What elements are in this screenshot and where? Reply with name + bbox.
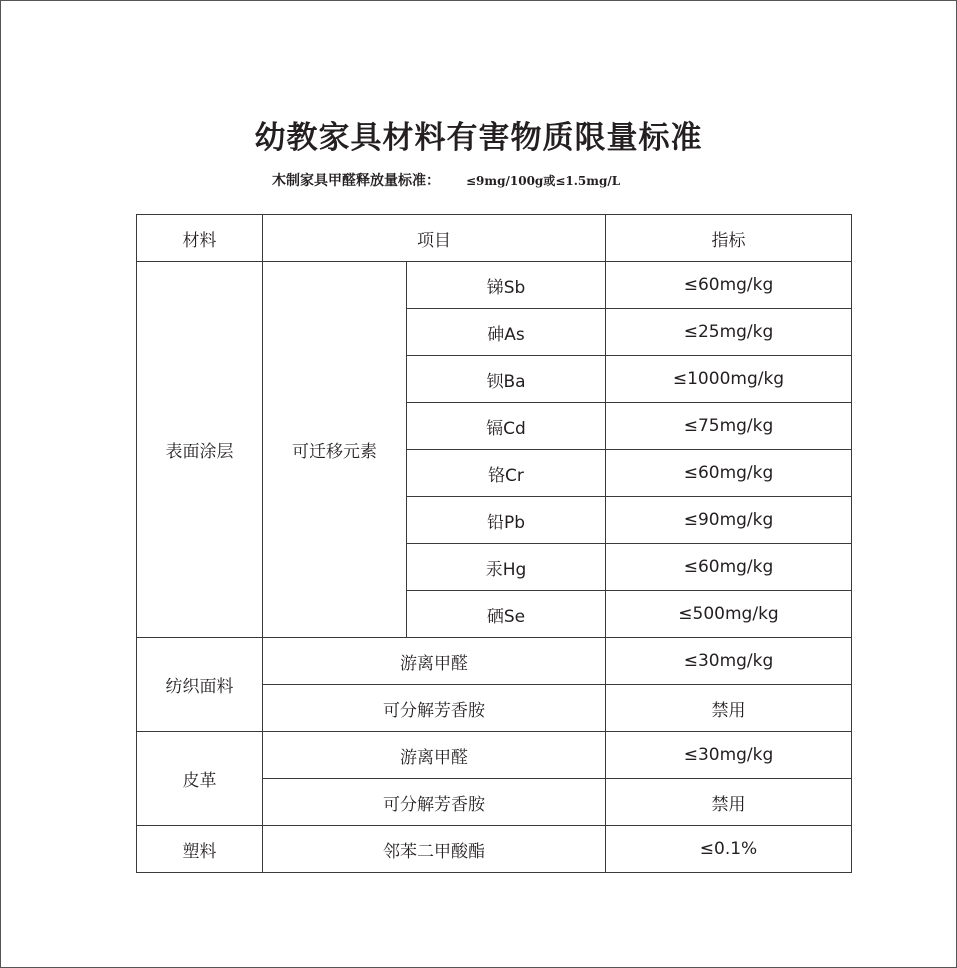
limit-cell: ≤60mg/kg	[606, 262, 852, 309]
item-cell: 游离甲醛	[263, 638, 606, 685]
limit-cell: ≤25mg/kg	[606, 309, 852, 356]
limit-cell: ≤30mg/kg	[606, 638, 852, 685]
subtitle	[272, 170, 620, 190]
item-cell: 砷As	[407, 309, 606, 356]
limit-cell: 禁用	[606, 685, 852, 732]
table-row	[137, 262, 852, 309]
item-cell: 镉Cd	[407, 403, 606, 450]
category-cell: 可迁移元素	[263, 262, 407, 638]
item-cell: 邻苯二甲酸酯	[263, 826, 606, 873]
limit-cell: ≤500mg/kg	[606, 591, 852, 638]
item-cell: 钡Ba	[407, 356, 606, 403]
limit-cell: ≤1000mg/kg	[606, 356, 852, 403]
table-row	[137, 638, 852, 685]
limit-cell: 禁用	[606, 779, 852, 826]
limit-cell: ≤90mg/kg	[606, 497, 852, 544]
header-limit: 指标	[606, 215, 852, 262]
page-title: 幼教家具材料有害物质限量标准	[254, 120, 703, 156]
header-row	[137, 215, 852, 262]
material-cell: 纺织面料	[137, 638, 263, 732]
item-cell: 锑Sb	[407, 262, 606, 309]
material-cell: 皮革	[137, 732, 263, 826]
limit-cell: ≤60mg/kg	[606, 544, 852, 591]
header-item: 项目	[263, 215, 606, 262]
subtitle-value: ≤9mg/100g或≤1.5mg/L	[466, 174, 621, 188]
item-cell: 铬Cr	[407, 450, 606, 497]
material-cell: 塑料	[137, 826, 263, 873]
header-material: 材料	[137, 215, 263, 262]
limit-cell: ≤30mg/kg	[606, 732, 852, 779]
table-row	[137, 826, 852, 873]
item-cell: 铅Pb	[407, 497, 606, 544]
material-cell: 表面涂层	[137, 262, 263, 638]
standards-table	[136, 214, 852, 873]
limit-cell: ≤0.1%	[606, 826, 852, 873]
limit-cell: ≤75mg/kg	[606, 403, 852, 450]
table-row	[137, 732, 852, 779]
item-cell: 游离甲醛	[263, 732, 606, 779]
subtitle-label: 木制家具甲醛释放量标准：	[272, 173, 440, 189]
item-cell: 汞Hg	[407, 544, 606, 591]
item-cell: 可分解芳香胺	[263, 779, 606, 826]
item-cell: 硒Se	[407, 591, 606, 638]
limit-cell: ≤60mg/kg	[606, 450, 852, 497]
item-cell: 可分解芳香胺	[263, 685, 606, 732]
